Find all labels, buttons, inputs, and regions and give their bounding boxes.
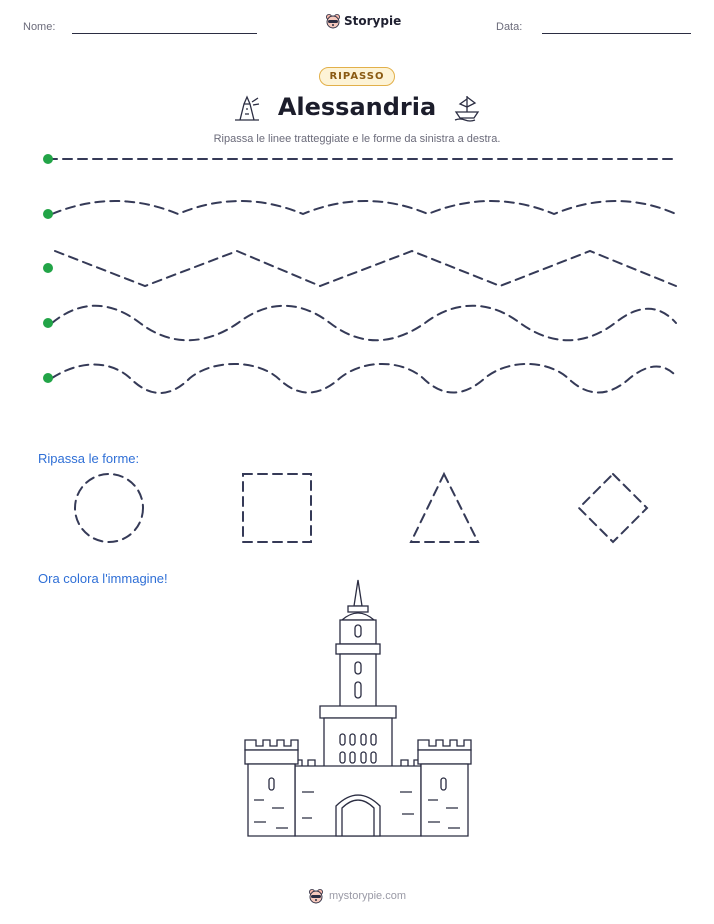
start-dot: [43, 263, 53, 273]
storypie-bear-icon: [325, 13, 341, 29]
color-heading: Ora colora l'immagine!: [38, 571, 168, 586]
trace-shape-diamond[interactable]: [579, 474, 647, 542]
date-field[interactable]: [542, 33, 691, 34]
trace-line-wave-2[interactable]: [43, 306, 676, 341]
start-dot: [43, 154, 53, 164]
date-label: Data:: [496, 21, 523, 33]
name-field[interactable]: [72, 33, 257, 34]
footer: [0, 888, 714, 904]
brand-name: Storypie: [344, 14, 402, 28]
storypie-bear-icon: [308, 888, 324, 904]
trace-shape-square[interactable]: [243, 474, 311, 542]
trace-shape-triangle[interactable]: [411, 474, 478, 542]
trace-line-zigzag[interactable]: [43, 251, 676, 286]
trace-line-straight[interactable]: [43, 154, 672, 164]
footer-url: mystorypie.com: [328, 890, 407, 902]
shapes-row: [0, 470, 714, 550]
lighthouse-icon: [232, 92, 262, 122]
ship-icon: [452, 92, 482, 122]
start-dot: [43, 373, 53, 383]
start-dot: [43, 209, 53, 219]
trace-line-wave-1[interactable]: [43, 201, 676, 219]
shapes-heading: Ripassa le forme:: [38, 451, 140, 466]
start-dot: [43, 318, 53, 328]
page-title: Alessandria: [277, 93, 437, 121]
tracing-lines: [0, 140, 714, 400]
trace-line-wave-3[interactable]: [43, 364, 676, 393]
trace-shape-circle[interactable]: [75, 474, 143, 542]
review-badge: RIPASSO: [319, 67, 394, 86]
name-label: Nome:: [23, 21, 56, 33]
brand-logo: [325, 13, 401, 29]
title-row: [0, 92, 714, 122]
castle-coloring-image[interactable]: [240, 578, 476, 840]
instructions: Ripassa le linee tratteggiate e le forme da sinistra a destra.: [213, 133, 501, 145]
